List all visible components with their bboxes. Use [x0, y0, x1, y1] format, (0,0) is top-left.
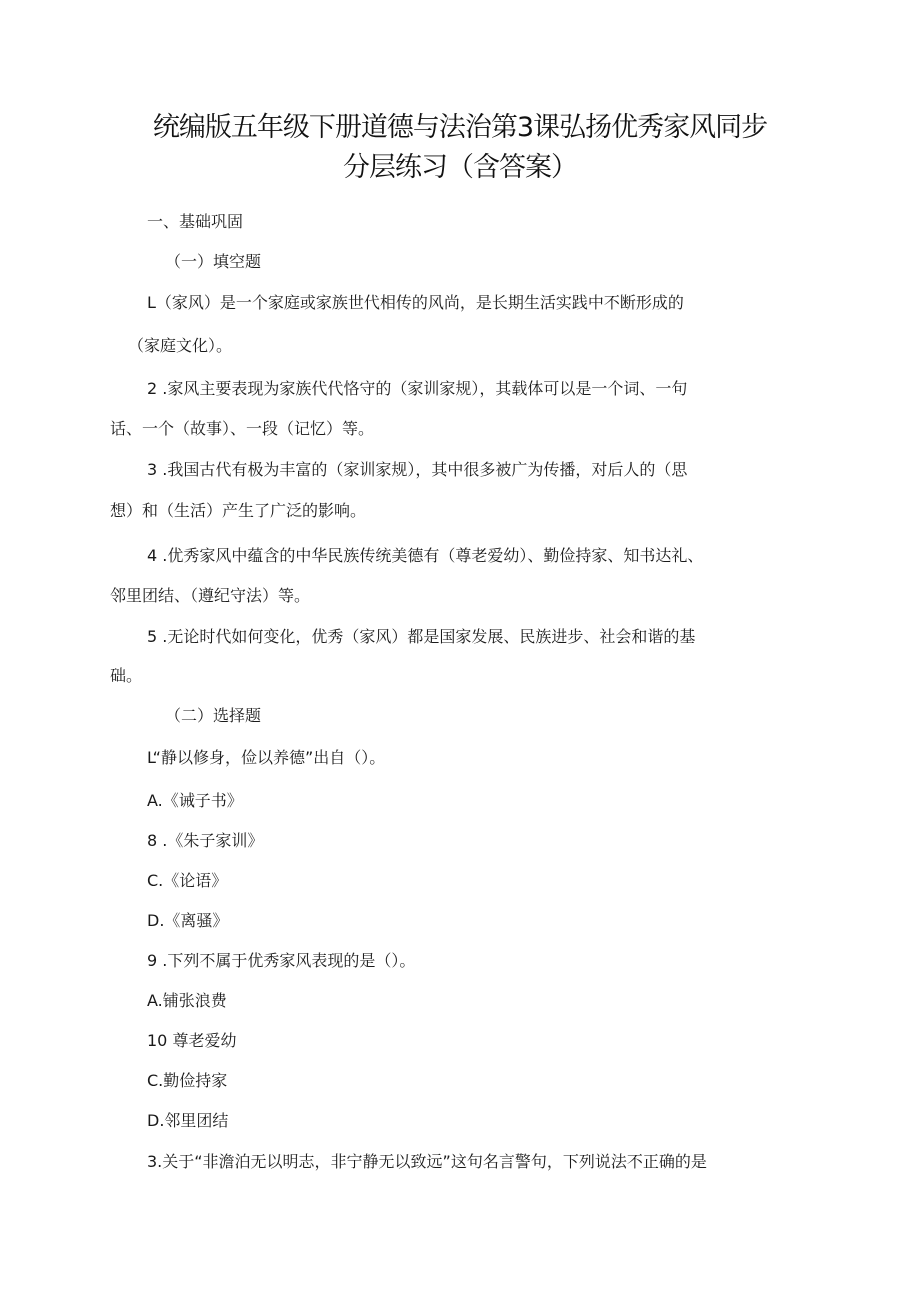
choice-question-2-option-b: 10 尊老爱幼 — [147, 1031, 237, 1050]
choice-question-2-option-a: A.铺张浪费 — [147, 991, 227, 1010]
choice-question-2-stem: 9 .下列不属于优秀家风表现的是（）。 — [147, 951, 416, 970]
document-title-line-2: 分层练习（含答案） — [343, 152, 577, 183]
choice-question-1-stem: L“静以修身，俭以养德”出自（）。 — [147, 748, 386, 767]
section-heading-basics: 一、基础巩固 — [147, 212, 244, 231]
fill-question-1-line-2: （家庭文化）。 — [128, 336, 233, 355]
choice-question-1-option-c: C.《论语》 — [147, 871, 228, 890]
choice-question-1-option-a: A.《诫子书》 — [147, 791, 243, 810]
fill-question-1-line-1: L（家风）是一个家庭或家族世代相传的风尚，是长期生活实践中不断形成的 — [147, 293, 684, 312]
fill-question-2-line-2: 话、一个（故事）、一段（记忆）等。 — [110, 419, 375, 438]
choice-question-2-option-d: D.邻里团结 — [147, 1111, 229, 1130]
choice-question-3-stem: 3.关于“非澹泊无以明志，非宁静无以致远”这句名言警句，下列说法不正确的是 — [147, 1152, 707, 1171]
choice-question-1-option-d: D.《离骚》 — [147, 911, 229, 930]
fill-question-3-line-1: 3 .我国古代有极为丰富的（家训家规），其中很多被广为传播，对后人的（思 — [147, 460, 688, 479]
fill-question-5-line-2: 础。 — [110, 666, 143, 685]
fill-question-3-line-2: 想）和（生活）产生了广泛的影响。 — [110, 501, 367, 520]
choice-question-1-option-b: 8 .《朱子家训》 — [147, 831, 264, 850]
document-title-line-1: 统编版五年级下册道德与法治第3课弘扬优秀家风同步 — [152, 112, 768, 143]
subsection-heading-multiple-choice: （二）选择题 — [165, 706, 262, 725]
subsection-heading-fill-in: （一）填空题 — [165, 252, 262, 271]
fill-question-5-line-1: 5 .无论时代如何变化，优秀（家风）都是国家发展、民族进步、社会和谐的基 — [147, 627, 696, 646]
fill-question-4-line-2: 邻里团结、（遵纪守法）等。 — [110, 586, 311, 605]
choice-question-2-option-c: C.勤俭持家 — [147, 1071, 228, 1090]
fill-question-4-line-1: 4 .优秀家风中蕴含的中华民族传统美德有（尊老爱幼）、勤俭持家、知书达礼、 — [147, 546, 704, 565]
fill-question-2-line-1: 2 .家风主要表现为家族代代恪守的（家训家规），其载体可以是一个词、一句 — [147, 379, 688, 398]
